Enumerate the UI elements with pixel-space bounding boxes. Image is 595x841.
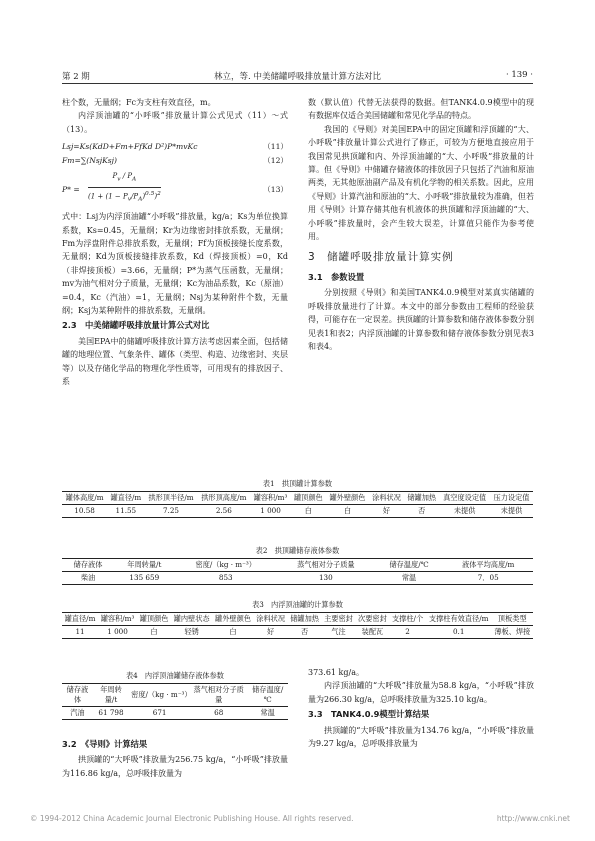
right-column xyxy=(308,96,534,353)
bottom-left-column xyxy=(62,736,288,780)
table-header: 支撑柱/个 xyxy=(391,614,424,623)
left-column xyxy=(62,96,288,389)
table-header: 罐顶颜色 xyxy=(293,493,323,502)
equation-12: Fm=∑(NsjKsj) （12） xyxy=(62,156,288,166)
running-header xyxy=(62,68,533,84)
table-header: 罐内壁状态 xyxy=(173,614,210,623)
table-header: 年周转量/t xyxy=(100,685,122,704)
paragraph: 柱个数，无量纲；Fc为支柱有效直径，m。 xyxy=(62,98,216,107)
running-title: 林立，等. 中美储罐呼吸排放量计算方法对比 xyxy=(214,72,381,82)
table-header: 液体平均高度/m xyxy=(462,560,515,569)
paragraph: 美国EPA中的储罐呼吸排放计算方法考虑因素全面，包括储罐的地理位置、气象条件、罐体（类型、构造、边缘密封、夹层等）以及存储化学品的物理化学性质等，可用现有的排放因子、系 xyxy=(62,336,288,387)
table-header: 次要密封 xyxy=(358,614,387,623)
table-1-caption: 表1 拱顶罐计算参数 xyxy=(262,479,333,488)
footer-link[interactable]: http://www.cnki.net xyxy=(496,814,570,823)
section-heading: 3 储罐呼吸排放量计算实例 xyxy=(308,251,454,264)
table-header: 储存液体 xyxy=(66,685,89,704)
paragraph: 式中：Lsj为内浮顶油罐“小呼吸”排放量，kg/a；Ks为单位换算系数，Ks=0.45，无量纲；Kr为边缘密封排放系数，无量纲；Fm为浮盘附件总排放系数，无量纲；Ff为顶板接缝长度系数，无量纲；Kd为顶板接缝排放系数，Kd（焊接顶板）=0，Kd（非焊接顶板）=3.66，无量纲；P*为蒸气压函数，无量纲；mv为油气相对分子质量，无量纲；Kc为油品系数，Kc（原油）=0.4，Kc（汽油）=1，无量纲；Nsj为某种附件个数，无量纲；Ksj为某种附件的排放系数，无量纲。 xyxy=(62,212,288,316)
table-header: 涂料状况 xyxy=(372,493,401,502)
table-header: 储存液体 xyxy=(73,560,103,569)
table-row: 11 1 000 白 轻锈 白 好 否 气注 装配瓦 2 0.1 薄板、焊接 xyxy=(62,626,533,639)
table-header: 年周转量/t xyxy=(127,560,162,569)
table-header: 拱形顶高度/m xyxy=(201,493,247,502)
paragraph: 分别按照《导则》和美国TANK4.0.9模型对某真实储罐的呼吸排放量进行了计算。本文中的部分参数由工程师的经验获得，可能存在一定误差。拱顶罐的计算参数和储存液体参数分别见表1和表2；内浮顶油罐的计算参数和储存液体参数分别见表3和表4。 xyxy=(308,288,534,351)
page-number: · 139 · xyxy=(505,70,533,80)
table-1 xyxy=(62,491,533,518)
table-header: 罐直径/m xyxy=(64,614,96,623)
table-4 xyxy=(62,683,288,720)
table-4-caption: 表4 内浮顶油罐储存液体参数 xyxy=(125,671,224,680)
footer xyxy=(30,814,570,823)
subsection-heading: 3.3 TANK4.0.9模型计算结果 xyxy=(308,709,430,720)
paragraph: 数（默认值）代替无法获得的数据。但TANK4.0.9模型中的现有数据库仅适合美国储罐和常见化学品的特点。 xyxy=(308,98,534,121)
table-header: 罐顶颜色 xyxy=(139,614,169,623)
table-header: 拱形顶半径/m xyxy=(148,493,194,502)
issue-number: 第 2 期 xyxy=(62,72,90,82)
subsection-heading: 3.2 《导则》计算结果 xyxy=(62,739,148,749)
table-header: 压力设定值 xyxy=(493,493,530,502)
table-header: 罐容积/m³ xyxy=(100,614,135,623)
table-header: 储罐加热 xyxy=(290,614,319,623)
copyright-notice: © 1994-2012 China Academic Journal Electronic Publishing House. All rights reserved. xyxy=(30,814,354,823)
table-row: 柴油 135 659 853 130 常温 7．05 xyxy=(62,572,533,585)
table-header: 密度/（kg · m⁻³） xyxy=(131,690,192,699)
subsection-heading: 3.1 参数设置 xyxy=(308,271,365,282)
paragraph: 我国的《导则》对美国EPA中的固定顶罐和浮顶罐的“大、小呼吸”排放量计算公式进行了修正，可较为方便地直接应用于我国常见拱顶罐和内、外浮顶油罐的“大、小呼吸”排放量的计算。但《导则》中储罐存储液体的排放因子只包括了汽油和原油两类，无其他原油副产品及有机化学物的相关系数。因此，应用《导则》计算汽油和原油的“大、小呼吸”排放量较为准确，但若用《导则》计算存储其他有机液体的拱顶罐和浮顶油罐的“大、小呼吸”排放量时，会产生较大误差，计算值只能作为参考使用。 xyxy=(308,124,534,242)
paragraph: 内浮顶油罐的“大呼吸”排放量为58.8 kg/a，“小呼吸”排放量为266.30 kg/a，总呼吸排放量为325.10 kg/a。 xyxy=(308,681,534,704)
table-header: 储存温度/℃ xyxy=(389,560,429,569)
table-2 xyxy=(62,558,533,585)
table-header: 储存温度/℃ xyxy=(252,685,284,704)
table-3-caption: 表3 内浮顶油罐的计算参数 xyxy=(252,600,343,609)
table-header: 密度/（kg · m⁻³） xyxy=(195,560,256,569)
table-row: 10.58 11.55 7.25 2.56 1 000 白 白 好 否 未提供 未提供 xyxy=(62,505,533,518)
table-header: 蒸气相对分子质量 xyxy=(193,685,244,704)
table-header: 涂料状况 xyxy=(256,614,286,623)
equation-11: Lsj=Ks(KdD+Fm+FfKd D²)P*mvKc （11） xyxy=(62,142,288,152)
paragraph: 拱顶罐的“大呼吸”排放量为134.76 kg/a，“小呼吸”排放量为9.27 kg/a，总呼吸排放量为 xyxy=(308,725,534,749)
fraction: $\frac{P_v / P_A}{(1 + (1 - P_v/P_A)^{0.5})^2}$ xyxy=(88,172,161,203)
table-header: 顶板类型 xyxy=(497,614,527,623)
paragraph: 拱顶罐的“大呼吸”排放量为256.75 kg/a，“小呼吸”排放量为116.86 kg/a，总呼吸排放量为 xyxy=(62,755,288,778)
table-row: 汽油 61 798 671 68 常温 xyxy=(62,707,288,720)
table-header: 罐体高度/m xyxy=(65,493,104,502)
table-header: 罐外壁颜色 xyxy=(215,614,251,623)
table-header: 支撑柱有效直径/m xyxy=(428,614,489,623)
table-3 xyxy=(62,612,533,639)
table-header: 蒸气相对分子质量 xyxy=(297,560,355,569)
paragraph: 内浮顶油罐的“小呼吸”排放量计算公式见式（11）～式（13）。 xyxy=(62,111,288,134)
table-header: 罐外壁颜色 xyxy=(329,493,366,502)
paragraph: 373.61 kg/a。 xyxy=(308,668,364,677)
table-header: 主要密封 xyxy=(324,614,353,623)
table-header: 罐容积/m³ xyxy=(253,493,288,502)
section-heading: 2.3 中美储罐呼吸排放量计算公式对比 xyxy=(62,320,210,331)
table-header: 真空度设定值 xyxy=(443,493,487,502)
equation-13: P* = $\frac{P_v / P_A}{(1 + (1 - P_v/P_A)^{0.5})^2}$ （13） xyxy=(62,168,288,210)
bottom-right-column xyxy=(308,666,534,750)
table-header: 储罐加热 xyxy=(407,493,437,502)
table-header: 罐直径/m xyxy=(110,493,142,502)
table-2-caption: 表2 拱顶罐储存液体参数 xyxy=(255,546,340,555)
